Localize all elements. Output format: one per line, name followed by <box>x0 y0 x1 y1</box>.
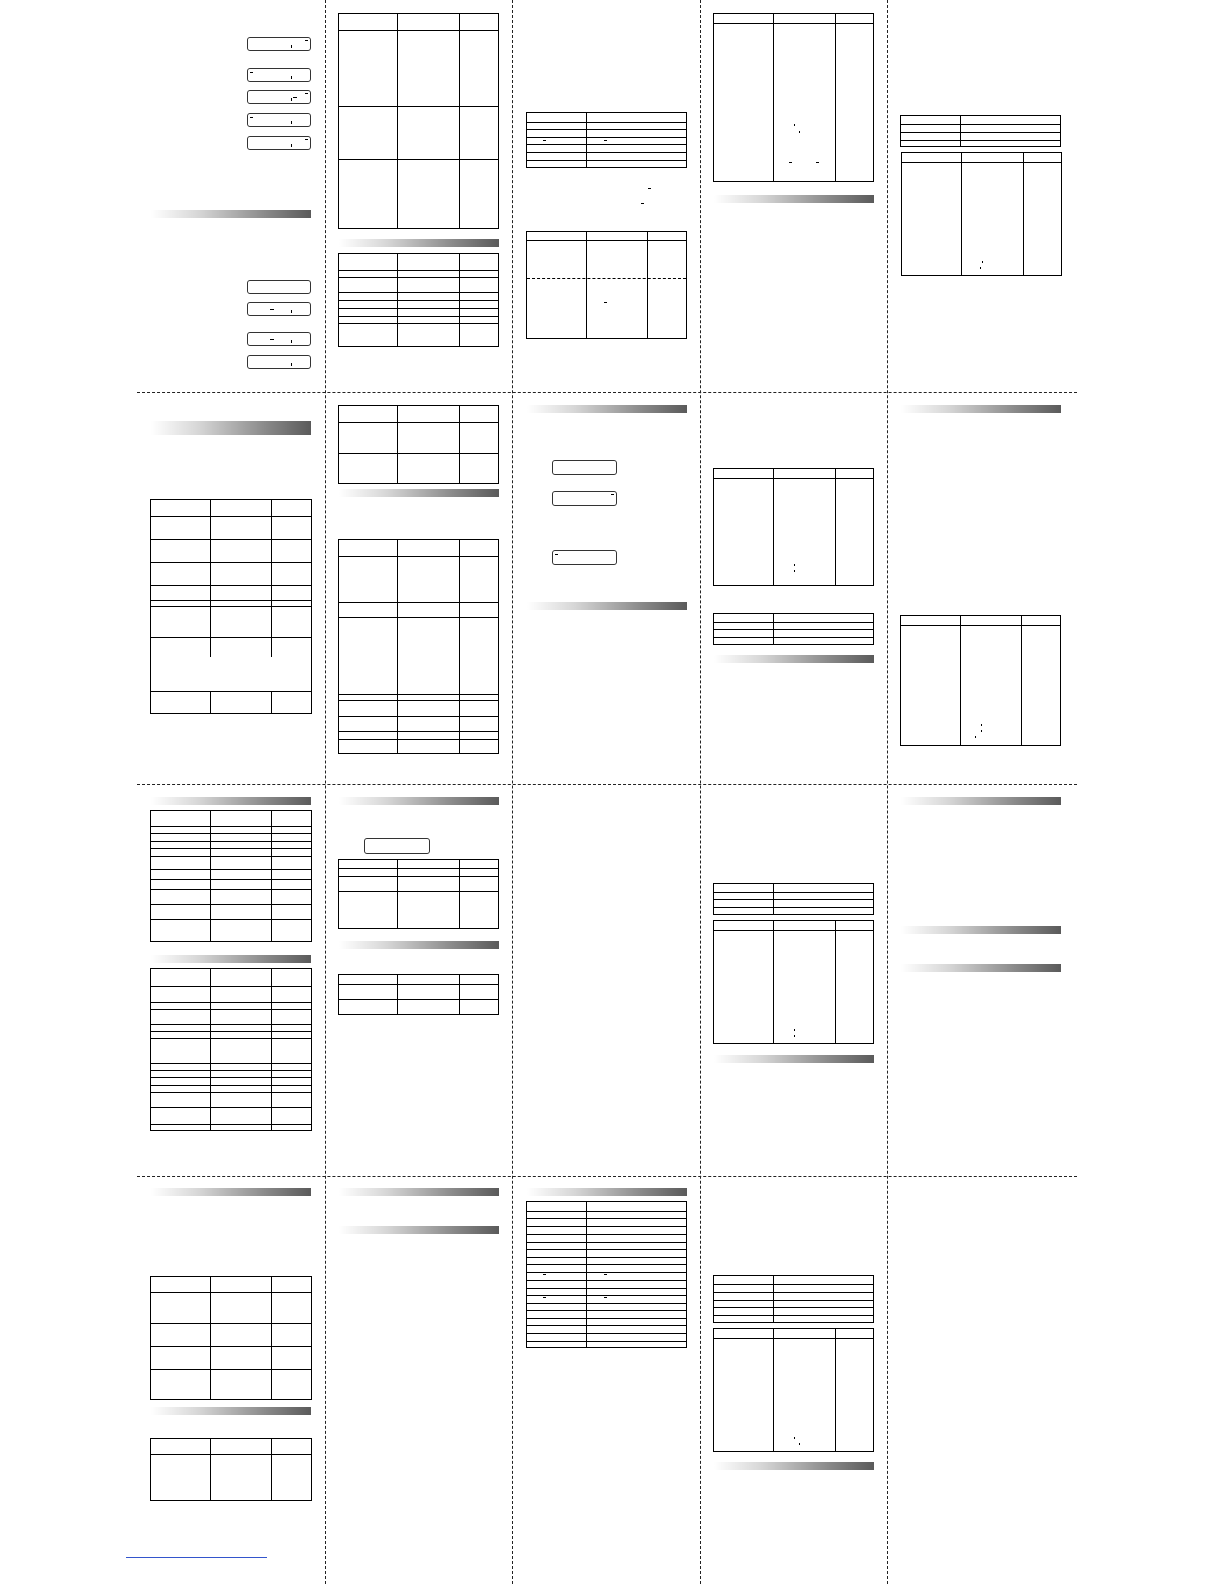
lcd-display <box>247 355 311 369</box>
data-table <box>713 468 874 586</box>
data-table <box>526 112 687 168</box>
lcd-display <box>247 68 311 82</box>
section-heading-bar <box>339 239 499 247</box>
data-table <box>713 13 874 182</box>
footer-link[interactable] <box>126 1557 267 1558</box>
lcd-display <box>247 280 311 294</box>
section-heading-bar <box>901 405 1061 413</box>
vertical-cut-line <box>887 0 888 1584</box>
horizontal-cut-line <box>137 1176 1077 1177</box>
lcd-display <box>552 491 617 506</box>
data-table <box>713 613 874 645</box>
section-heading-bar <box>714 655 874 663</box>
lcd-display <box>552 460 617 475</box>
data-table <box>713 883 874 915</box>
lcd-display <box>247 332 311 346</box>
data-table <box>338 405 499 484</box>
data-table <box>150 1438 312 1501</box>
data-table <box>338 253 499 347</box>
data-table <box>150 810 312 942</box>
section-heading-bar <box>339 1188 499 1196</box>
data-table <box>713 1275 874 1323</box>
section-heading-bar <box>151 210 311 218</box>
lcd-display <box>247 113 311 127</box>
horizontal-cut-line <box>137 392 1077 393</box>
section-heading-bar <box>339 489 499 497</box>
data-table <box>713 1328 874 1452</box>
data-table <box>526 1201 687 1348</box>
section-heading-bar <box>151 1188 311 1196</box>
section-heading-bar <box>151 955 311 963</box>
data-table <box>338 539 499 754</box>
section-heading-bar <box>339 941 499 949</box>
data-table <box>900 115 1061 147</box>
section-heading-bar <box>527 405 687 413</box>
section-heading-bar <box>151 1407 311 1415</box>
lcd-display <box>247 37 311 51</box>
lcd-display <box>552 550 617 565</box>
data-table <box>900 615 1061 746</box>
data-table <box>150 1276 312 1400</box>
section-heading-bar <box>714 195 874 203</box>
section-heading-bar <box>339 797 499 805</box>
section-heading-bar <box>151 421 311 435</box>
vertical-cut-line <box>512 0 513 1584</box>
data-table <box>150 968 312 1131</box>
section-heading-bar <box>151 797 311 805</box>
section-heading-bar <box>901 964 1061 972</box>
section-heading-bar <box>339 1226 499 1234</box>
section-heading-bar <box>901 797 1061 805</box>
data-table <box>338 13 499 229</box>
section-heading-bar <box>901 926 1061 934</box>
data-table <box>150 499 312 714</box>
data-table <box>901 152 1062 276</box>
data-table <box>526 231 687 339</box>
section-heading-bar <box>527 1188 687 1196</box>
data-table <box>338 974 499 1015</box>
data-table <box>713 920 874 1044</box>
vertical-cut-line <box>700 0 701 1584</box>
section-heading-bar <box>714 1462 874 1470</box>
lcd-display <box>364 838 430 854</box>
data-table <box>338 859 499 929</box>
horizontal-cut-line <box>137 784 1077 785</box>
vertical-cut-line <box>325 0 326 1584</box>
lcd-display <box>247 90 311 104</box>
lcd-display <box>247 136 311 150</box>
lcd-display <box>247 302 311 316</box>
section-heading-bar <box>714 1055 874 1063</box>
section-heading-bar <box>527 602 687 610</box>
